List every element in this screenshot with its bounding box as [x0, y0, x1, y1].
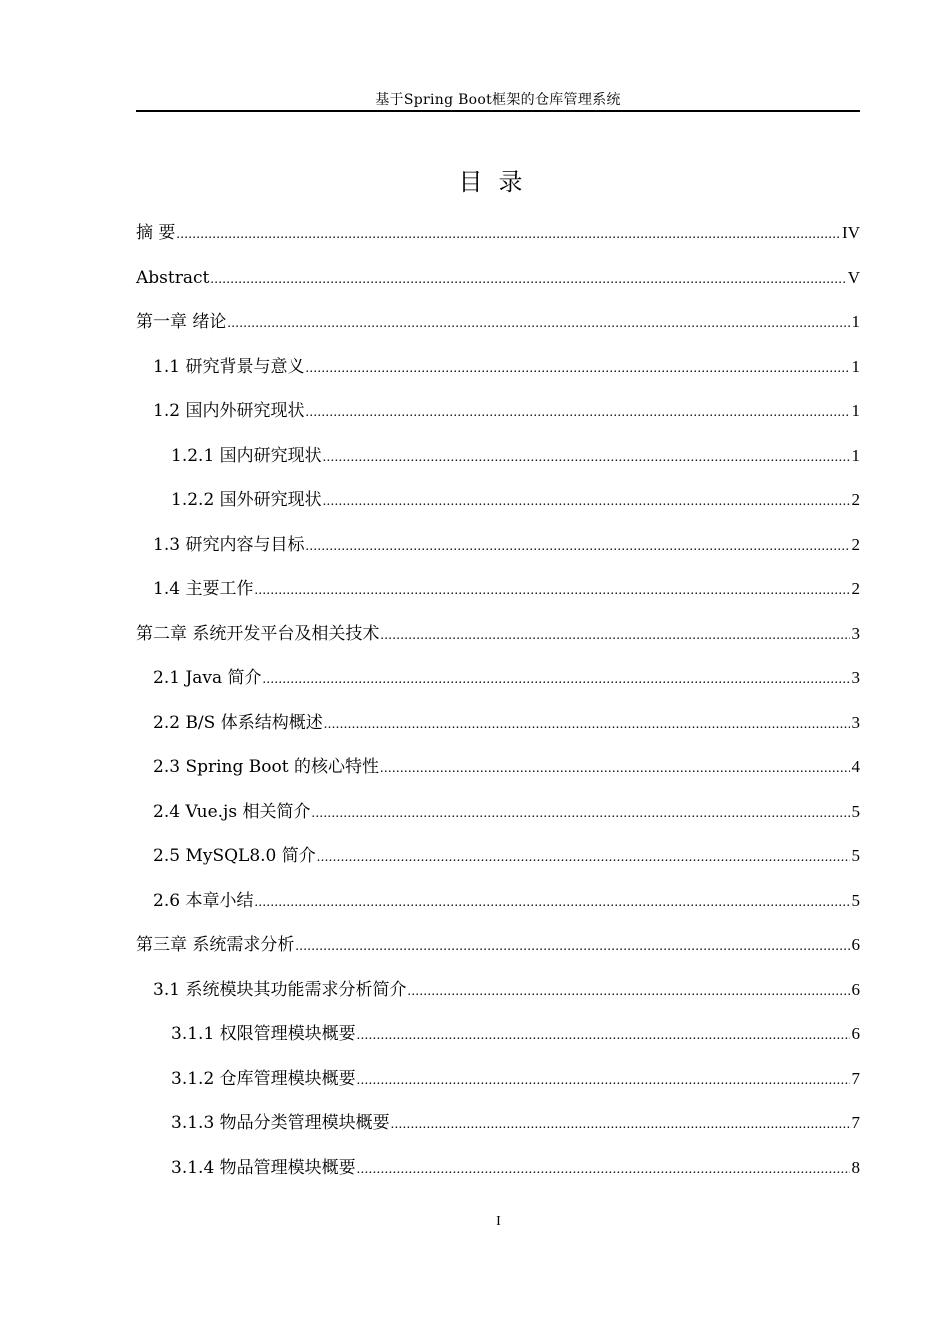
toc-entry-label: 3.1.2 仓库管理模块概要	[171, 1068, 356, 1089]
toc-entry-page: IV	[842, 223, 860, 242]
toc-dot-leader	[323, 442, 850, 474]
toc-dot-leader	[357, 1065, 850, 1097]
toc-entry-label: 第三章 系统需求分析	[136, 935, 295, 955]
toc-entry-page: 5	[851, 801, 860, 821]
toc-entry-2-4[interactable]	[136, 796, 860, 841]
table-of-contents	[136, 217, 860, 1196]
toc-entry-label: 1.2 国内外研究现状	[153, 401, 305, 421]
toc-entry-page: V	[847, 267, 860, 287]
toc-entry-page: 1	[851, 312, 860, 331]
running-header: 基于Spring Boot框架的仓库管理系统	[375, 92, 621, 108]
toc-dot-leader	[176, 219, 840, 251]
toc-entry-page: 7	[851, 1068, 860, 1088]
toc-entry-label: 3.1 系统模块其功能需求分析简介	[153, 979, 407, 1000]
toc-entry-page: 1	[851, 445, 860, 465]
toc-entry-abstract-cn[interactable]	[136, 217, 860, 262]
toc-entry-chapter-1[interactable]	[136, 306, 860, 351]
toc-title: 目录	[458, 168, 539, 196]
toc-entry-1-2-1[interactable]	[136, 440, 860, 485]
toc-entry-page: 3	[851, 668, 860, 687]
toc-entry-1-2-2[interactable]	[136, 484, 860, 529]
toc-entry-page: 2	[851, 490, 860, 509]
toc-entry-page: 7	[851, 1113, 860, 1132]
toc-entry-3-1[interactable]	[136, 974, 860, 1019]
toc-entry-label: 3.1.3 物品分类管理模块概要	[171, 1113, 390, 1133]
toc-entry-2-5[interactable]	[136, 840, 860, 885]
toc-entry-1-2[interactable]	[136, 395, 860, 440]
toc-entry-page: 3	[851, 623, 860, 643]
toc-dot-leader	[324, 709, 850, 741]
toc-entry-abstract-en[interactable]	[136, 262, 860, 307]
toc-entry-3-1-2[interactable]	[136, 1063, 860, 1108]
toc-entry-label: 1.3 研究内容与目标	[153, 534, 305, 555]
toc-dot-leader	[305, 531, 849, 563]
toc-entry-label: 2.3 Spring Boot 的核心特性	[153, 757, 379, 777]
toc-entry-3-1-1[interactable]	[136, 1018, 860, 1063]
toc-entry-page: 2	[851, 579, 860, 598]
toc-entry-label: 第二章 系统开发平台及相关技术	[136, 623, 380, 644]
toc-dot-leader	[305, 353, 849, 385]
toc-entry-page: 2	[851, 534, 860, 554]
toc-entry-page: 5	[851, 890, 860, 910]
toc-entry-label: 1.2.2 国外研究现状	[171, 490, 322, 510]
toc-dot-leader	[210, 264, 845, 296]
toc-entry-page: 6	[851, 979, 860, 999]
toc-entry-3-1-4[interactable]	[136, 1152, 860, 1197]
toc-entry-2-6[interactable]	[136, 885, 860, 930]
toc-entry-chapter-3[interactable]	[136, 929, 860, 974]
page-number: I	[496, 1214, 501, 1229]
toc-entry-page: 1	[851, 401, 860, 420]
toc-entry-1-4[interactable]	[136, 573, 860, 618]
toc-entry-1-1[interactable]	[136, 351, 860, 396]
header-rule	[136, 110, 860, 112]
toc-dot-leader	[305, 397, 849, 429]
toc-entry-page: 6	[851, 1024, 860, 1043]
toc-entry-label: 1.1 研究背景与意义	[153, 356, 305, 377]
toc-dot-leader	[254, 575, 849, 607]
toc-dot-leader	[407, 976, 849, 1008]
toc-entry-label: 2.4 Vue.js 相关简介	[153, 801, 311, 822]
toc-entry-label: 2.6 本章小结	[153, 890, 254, 911]
toc-entry-chapter-2[interactable]	[136, 618, 860, 663]
toc-dot-leader	[311, 798, 849, 830]
toc-entry-page: 6	[851, 935, 860, 954]
toc-dot-leader	[227, 308, 849, 340]
toc-dot-leader	[254, 887, 849, 919]
toc-entry-2-3[interactable]	[136, 751, 860, 796]
toc-entry-label: Abstract	[136, 267, 210, 288]
toc-entry-label: 第一章 绪论	[136, 312, 227, 332]
toc-dot-leader	[323, 486, 850, 518]
toc-entry-page: 4	[851, 757, 860, 776]
toc-entry-label: 摘 要	[136, 223, 176, 243]
toc-entry-page: 3	[851, 712, 860, 732]
toc-entry-page: 5	[851, 846, 860, 865]
toc-dot-leader	[357, 1154, 850, 1186]
toc-entry-page: 1	[851, 356, 860, 376]
toc-dot-leader	[391, 1109, 850, 1141]
toc-dot-leader	[317, 842, 850, 874]
toc-entry-2-2[interactable]	[136, 707, 860, 752]
toc-entry-label: 1.2.1 国内研究现状	[171, 445, 322, 466]
toc-entry-page: 8	[851, 1157, 860, 1177]
toc-entry-label: 3.1.1 权限管理模块概要	[171, 1024, 356, 1044]
toc-entry-label: 1.4 主要工作	[153, 579, 254, 599]
toc-dot-leader	[380, 620, 849, 652]
toc-dot-leader	[357, 1020, 850, 1052]
toc-dot-leader	[380, 753, 850, 785]
toc-entry-label: 2.1 Java 简介	[153, 668, 262, 688]
toc-entry-2-1[interactable]	[136, 662, 860, 707]
toc-entry-label: 2.5 MySQL8.0 简介	[153, 846, 316, 866]
toc-entry-1-3[interactable]	[136, 529, 860, 574]
toc-entry-label: 2.2 B/S 体系结构概述	[153, 712, 323, 733]
toc-dot-leader	[295, 931, 849, 963]
toc-entry-3-1-3[interactable]	[136, 1107, 860, 1152]
toc-entry-label: 3.1.4 物品管理模块概要	[171, 1157, 356, 1178]
toc-dot-leader	[263, 664, 850, 696]
